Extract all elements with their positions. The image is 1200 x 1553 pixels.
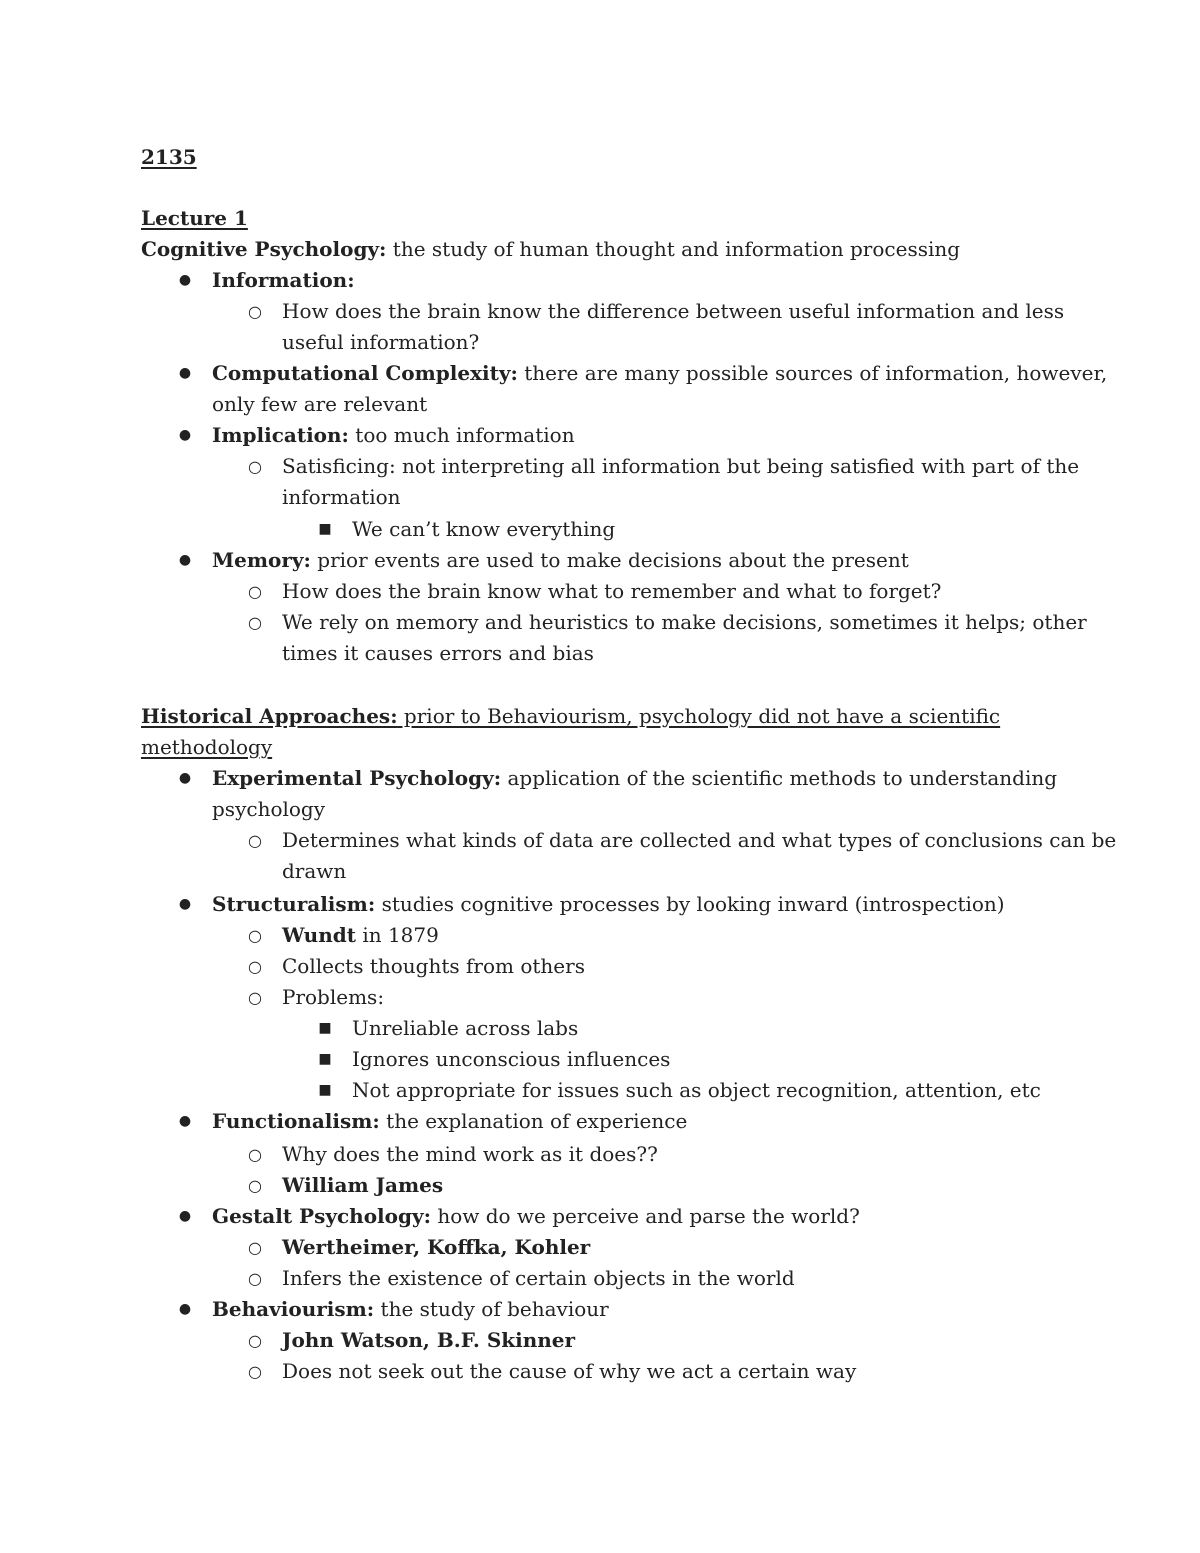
section-heading: Historical Approaches: prior to Behaviourism, psychology did not have a scientific [141,704,1001,728]
list-item: How does the brain know the difference between useful information and less [282,299,1065,323]
list-item: Structuralism: studies cognitive processes by looking inward (introspection) [212,892,1005,916]
list-item: Unreliable across labs [352,1016,579,1040]
bullet-circle-icon: ○ [248,1176,262,1195]
bullet-disc-icon: ● [178,427,192,443]
list-item: Wertheimer, Koffka, Kohler [282,1235,591,1259]
bullet-square-icon: ■ [318,1082,332,1098]
list-item: Problems: [282,985,385,1009]
list-item: Memory: prior events are used to make decisions about the present [212,548,909,572]
list-item: How does the brain know what to remember and what to forget? [282,579,942,603]
bullet-disc-icon: ● [178,1301,192,1317]
list-item: Ignores unconscious influences [352,1047,671,1071]
bullet-circle-icon: ○ [248,1269,262,1288]
bullet-circle-icon: ○ [248,1331,262,1350]
list-item: Infers the existence of certain objects in the world [282,1266,795,1290]
list-item: Computational Complexity: there are many possible sources of information, however, [212,361,1108,385]
bullet-circle-icon: ○ [248,302,262,321]
bullet-circle-icon: ○ [248,831,262,850]
list-item: William James [282,1173,444,1197]
bullet-square-icon: ■ [318,1020,332,1036]
list-item: John Watson, B.F. Skinner [282,1328,576,1352]
bullet-circle-icon: ○ [248,457,262,476]
intro-definition: Cognitive Psychology: the study of human thought and information processing [141,237,961,261]
bullet-circle-icon: ○ [248,926,262,945]
lecture-heading: Lecture 1 [141,206,248,230]
bullet-disc-icon: ● [178,770,192,786]
list-item: Information: [212,268,355,292]
bullet-disc-icon: ● [178,552,192,568]
bullet-disc-icon: ● [178,272,192,288]
list-item: Wundt in 1879 [282,923,439,947]
bullet-square-icon: ■ [318,521,332,537]
list-item: We can’t know everything [352,517,616,541]
bullet-circle-icon: ○ [248,613,262,632]
list-item-continuation: drawn [282,859,347,883]
bullet-circle-icon: ○ [248,1238,262,1257]
list-item-continuation: times it causes errors and bias [282,641,594,665]
list-item: Satisficing: not interpreting all information but being satisfied with part of the [282,454,1080,478]
bullet-disc-icon: ● [178,1208,192,1224]
list-item: Behaviourism: the study of behaviour [212,1297,609,1321]
list-item: Determines what kinds of data are collected and what types of conclusions can be [282,828,1117,852]
list-item-continuation: psychology [212,797,326,821]
list-item-continuation: information [282,485,401,509]
list-item: Functionalism: the explanation of experience [212,1109,688,1133]
bullet-circle-icon: ○ [248,1145,262,1164]
list-item: Experimental Psychology: application of the scientific methods to understanding [212,766,1058,790]
list-item: Gestalt Psychology: how do we perceive and parse the world? [212,1204,860,1228]
list-item: We rely on memory and heuristics to make decisions, sometimes it helps; other [282,610,1087,634]
list-item: Implication: too much information [212,423,575,447]
bullet-circle-icon: ○ [248,582,262,601]
bullet-circle-icon: ○ [248,1362,262,1381]
bullet-square-icon: ■ [318,1051,332,1067]
list-item: Does not seek out the cause of why we act a certain way [282,1359,857,1383]
list-item: Not appropriate for issues such as object recognition, attention, etc [352,1078,1041,1102]
section-heading-continuation: methodology [141,735,273,759]
bullet-disc-icon: ● [178,365,192,381]
course-number: 2135 [141,145,197,169]
bullet-disc-icon: ● [178,896,192,912]
list-item: Collects thoughts from others [282,954,585,978]
list-item-continuation: useful information? [282,330,480,354]
list-item: Why does the mind work as it does?? [282,1142,658,1166]
bullet-circle-icon: ○ [248,957,262,976]
bullet-disc-icon: ● [178,1113,192,1129]
bullet-circle-icon: ○ [248,988,262,1007]
list-item-continuation: only few are relevant [212,392,428,416]
